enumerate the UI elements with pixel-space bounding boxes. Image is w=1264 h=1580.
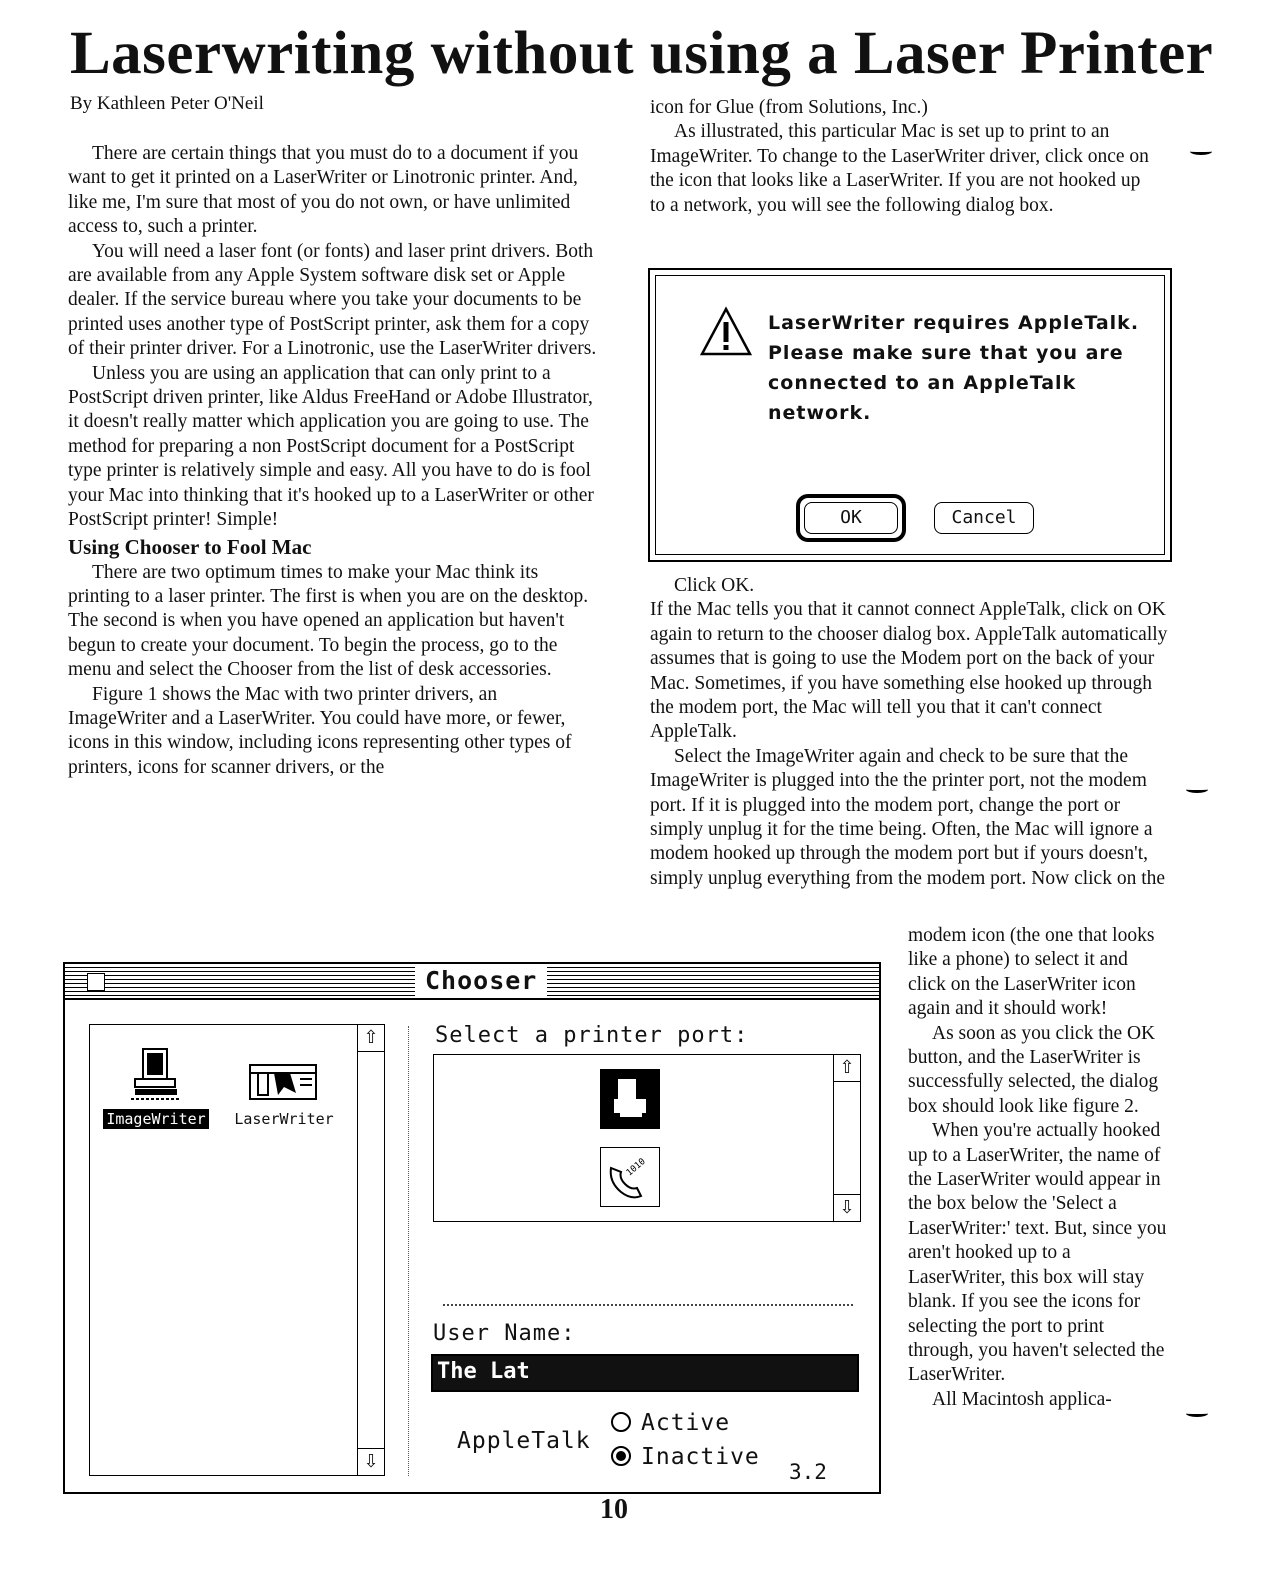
margin-mark [1186, 786, 1208, 793]
byline: By Kathleen Peter O'Neil [70, 93, 264, 114]
paragraph: As soon as you click the OK button, and the LaserWriter is successfully selected, the dialog box should look like figure 2. [908, 1022, 1159, 1117]
appletalk-label: AppleTalk [457, 1428, 591, 1454]
paragraph: As illustrated, this particular Mac is set up to print to an ImageWriter. To change to the LaserWriter driver, click once on the icon that looks like a LaserWriter. If you are not hooked up to a network, you will see the following dialog box. [650, 121, 1149, 216]
driver-label: LaserWriter [234, 1110, 334, 1128]
left-column [68, 142, 598, 780]
alert-message: LaserWriter requires AppleTalk. Please make sure that you are connected to an AppleTalk network. [768, 312, 1140, 424]
laserwriter-icon [244, 1059, 324, 1105]
svg-text:1010: 1010 [624, 1156, 648, 1179]
alert-inner-frame [655, 275, 1165, 555]
driver-list[interactable] [89, 1024, 385, 1476]
paragraph: You will need a laser font (or fonts) and laser print drivers. Both are available from any Apple System software disk set or Apple dealer. If the service bureau where you take your documents to be printed uses another type of PostScript printer, ask them for a copy of their printer driver. For a Linotronic, use the LaserWriter drivers. [68, 240, 597, 360]
window-title-bar[interactable] [65, 964, 879, 1000]
imagewriter-icon [111, 1047, 201, 1105]
radio-off-icon [611, 1412, 631, 1432]
scroll-down-arrow-icon[interactable]: ⇩ [834, 1194, 860, 1221]
driver-list-scrollbar[interactable] [357, 1025, 384, 1475]
panel-divider [408, 1026, 409, 1476]
cancel-button[interactable]: Cancel [934, 502, 1034, 534]
paragraph: Click OK. [674, 575, 755, 596]
ok-button[interactable]: OK [804, 502, 898, 534]
radio-on-icon [611, 1446, 631, 1466]
radio-label: Active [641, 1410, 731, 1436]
ok-default-ring [796, 494, 906, 542]
window-title: Chooser [415, 966, 547, 996]
printer-port-label: Select a printer port: [435, 1023, 749, 1048]
alert-dialog [648, 268, 1172, 562]
scroll-down-arrow-icon[interactable]: ⇩ [358, 1448, 384, 1475]
right-column-middle [650, 574, 1178, 891]
radio-label: Inactive [641, 1444, 760, 1470]
printer-port-list[interactable] [433, 1054, 861, 1222]
scroll-up-arrow-icon[interactable]: ⇧ [358, 1025, 384, 1052]
warning-triangle-icon [700, 306, 752, 358]
appletalk-inactive-radio[interactable] [611, 1442, 760, 1472]
scroll-up-arrow-icon[interactable]: ⇧ [834, 1055, 860, 1082]
paragraph: modem icon (the one that looks like a phone) to select it and click on the LaserWriter icon again and it should work! [908, 925, 1155, 1020]
paragraph: If the Mac tells you that it cannot connect AppleTalk, click on OK again to return to the chooser dialog box. AppleTalk automatically assumes that is going to use the Modem port on the back of your Mac. Sometimes, if you have something else hooked up through the modem port, the Mac will tell you that it can't connect AppleTalk. [650, 599, 1168, 743]
driver-label: ImageWriter [103, 1109, 208, 1129]
right-column-top [650, 96, 1160, 218]
user-name-field[interactable]: The Lat [431, 1354, 859, 1392]
paragraph: Figure 1 shows the Mac with two printer drivers, an ImageWriter and a LaserWriter. You could have more, or fewer, icons in this window, including icons representing other types of printers, icons for scanner drivers, or the [68, 683, 572, 778]
paragraph: When you're actually hooked up to a LaserWriter, the name of the LaserWriter would appear in the box below the 'Select a LaserWriter:' text. But, since you aren't hooked up to a LaserWriter, this box will stay blank. If you see the icons for selecting the port to print through, you haven't selected the LaserWriter. [908, 1120, 1167, 1386]
margin-mark [1190, 148, 1212, 155]
paragraph: There are two optimum times to make your Mac think its printing to a laser printer. The first is when you are on the desktop. The second is when you have opened an application but haven't begun to create your document. To begin the process, go to the menu and select the Chooser from the list of desk accessories. [68, 561, 589, 681]
printer-port-icon[interactable] [600, 1069, 660, 1129]
appletalk-active-radio[interactable] [611, 1408, 730, 1438]
article-title: Laserwriting without using a Laser Printer [70, 20, 1214, 87]
paragraph: There are certain things that you must do to a document if you want to get it printed on a LaserWriter or Linotronic printer. And, like me, I'm sure that most of you do not own, or have unlimited access to, such a printer. [68, 143, 579, 238]
section-heading: Using Chooser to Fool Mac [68, 534, 312, 559]
dotted-separator [443, 1304, 853, 1306]
chooser-version: 3.2 [789, 1460, 827, 1484]
user-name-label: User Name: [433, 1321, 576, 1346]
right-column-narrow [908, 924, 1170, 1412]
paragraph: All Macintosh applica- [932, 1388, 1112, 1410]
port-list-scrollbar[interactable] [833, 1055, 860, 1221]
page-number: 10 [600, 1494, 628, 1525]
paragraph: Unless you are using an application that can only print to a PostScript driven printer, like Aldus FreeHand or Adobe Illustrator, it doesn't really matter which application you are going to use. The method for preparing a non PostScript document for a PostScript type printer is relatively simple and easy. All you have to do is fool your Mac into thinking that it's hooked up to a LaserWriter or other PostScript printer! Simple! [68, 362, 594, 531]
paragraph: Select the ImageWriter again and check to be sure that the ImageWriter is plugged into the the printer port, not the modem port. If it is plugged into the modem port, change the port or simply unplug it for the time being. Often, the Mac will ignore a modem hooked up through the modem port but if yours doesn't, simply unplug everything from the modem port. Now click on the [650, 745, 1166, 889]
modem-port-icon[interactable] [600, 1147, 660, 1207]
close-box[interactable] [87, 973, 105, 991]
chooser-window [63, 962, 881, 1494]
paragraph: icon for Glue (from Solutions, Inc.) [650, 97, 928, 118]
driver-imagewriter[interactable] [96, 1047, 216, 1129]
margin-mark [1186, 1410, 1208, 1417]
driver-laserwriter[interactable] [222, 1059, 346, 1129]
